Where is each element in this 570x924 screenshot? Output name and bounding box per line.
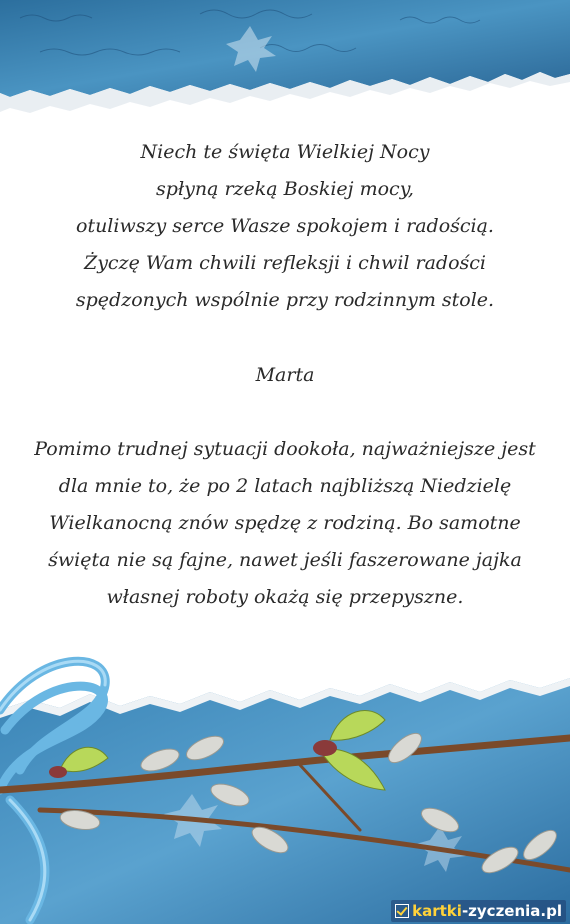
watermark-text: kartki-zyczenia.pl bbox=[412, 902, 562, 920]
paragraph-line: święta nie są fajne, nawet jeśli faszerowane jajka bbox=[48, 549, 522, 571]
greeting-line: spłyną rzeką Boskiej mocy, bbox=[156, 178, 414, 200]
greeting-line: Życzę Wam chwili refleksji i chwil radości bbox=[84, 252, 486, 274]
paragraph-line: własnej roboty okażą się przepyszne. bbox=[106, 586, 464, 608]
paragraph-line: dla mnie to, że po 2 latach najbliższą Niedzielę bbox=[58, 475, 512, 497]
paragraph-line: Wielkanocną znów spędzę z rodziną. Bo samotne bbox=[49, 512, 521, 534]
paragraph-line: Pomimo trudnej sytuacji dookoła, najważniejsze jest bbox=[34, 438, 536, 460]
greeting-line: otuliwszy serce Wasze spokojem i radością. bbox=[76, 215, 494, 237]
signature: Marta bbox=[255, 364, 315, 386]
checkbox-icon bbox=[395, 904, 409, 918]
top-decorative-band bbox=[0, 0, 570, 120]
greeting-line: Niech te święta Wielkiej Nocy bbox=[140, 141, 430, 163]
site-watermark[interactable] bbox=[391, 900, 566, 922]
bottom-decorative-band bbox=[0, 630, 570, 924]
greeting-line: spędzonych wspólnie przy rodzinnym stole. bbox=[75, 289, 495, 311]
